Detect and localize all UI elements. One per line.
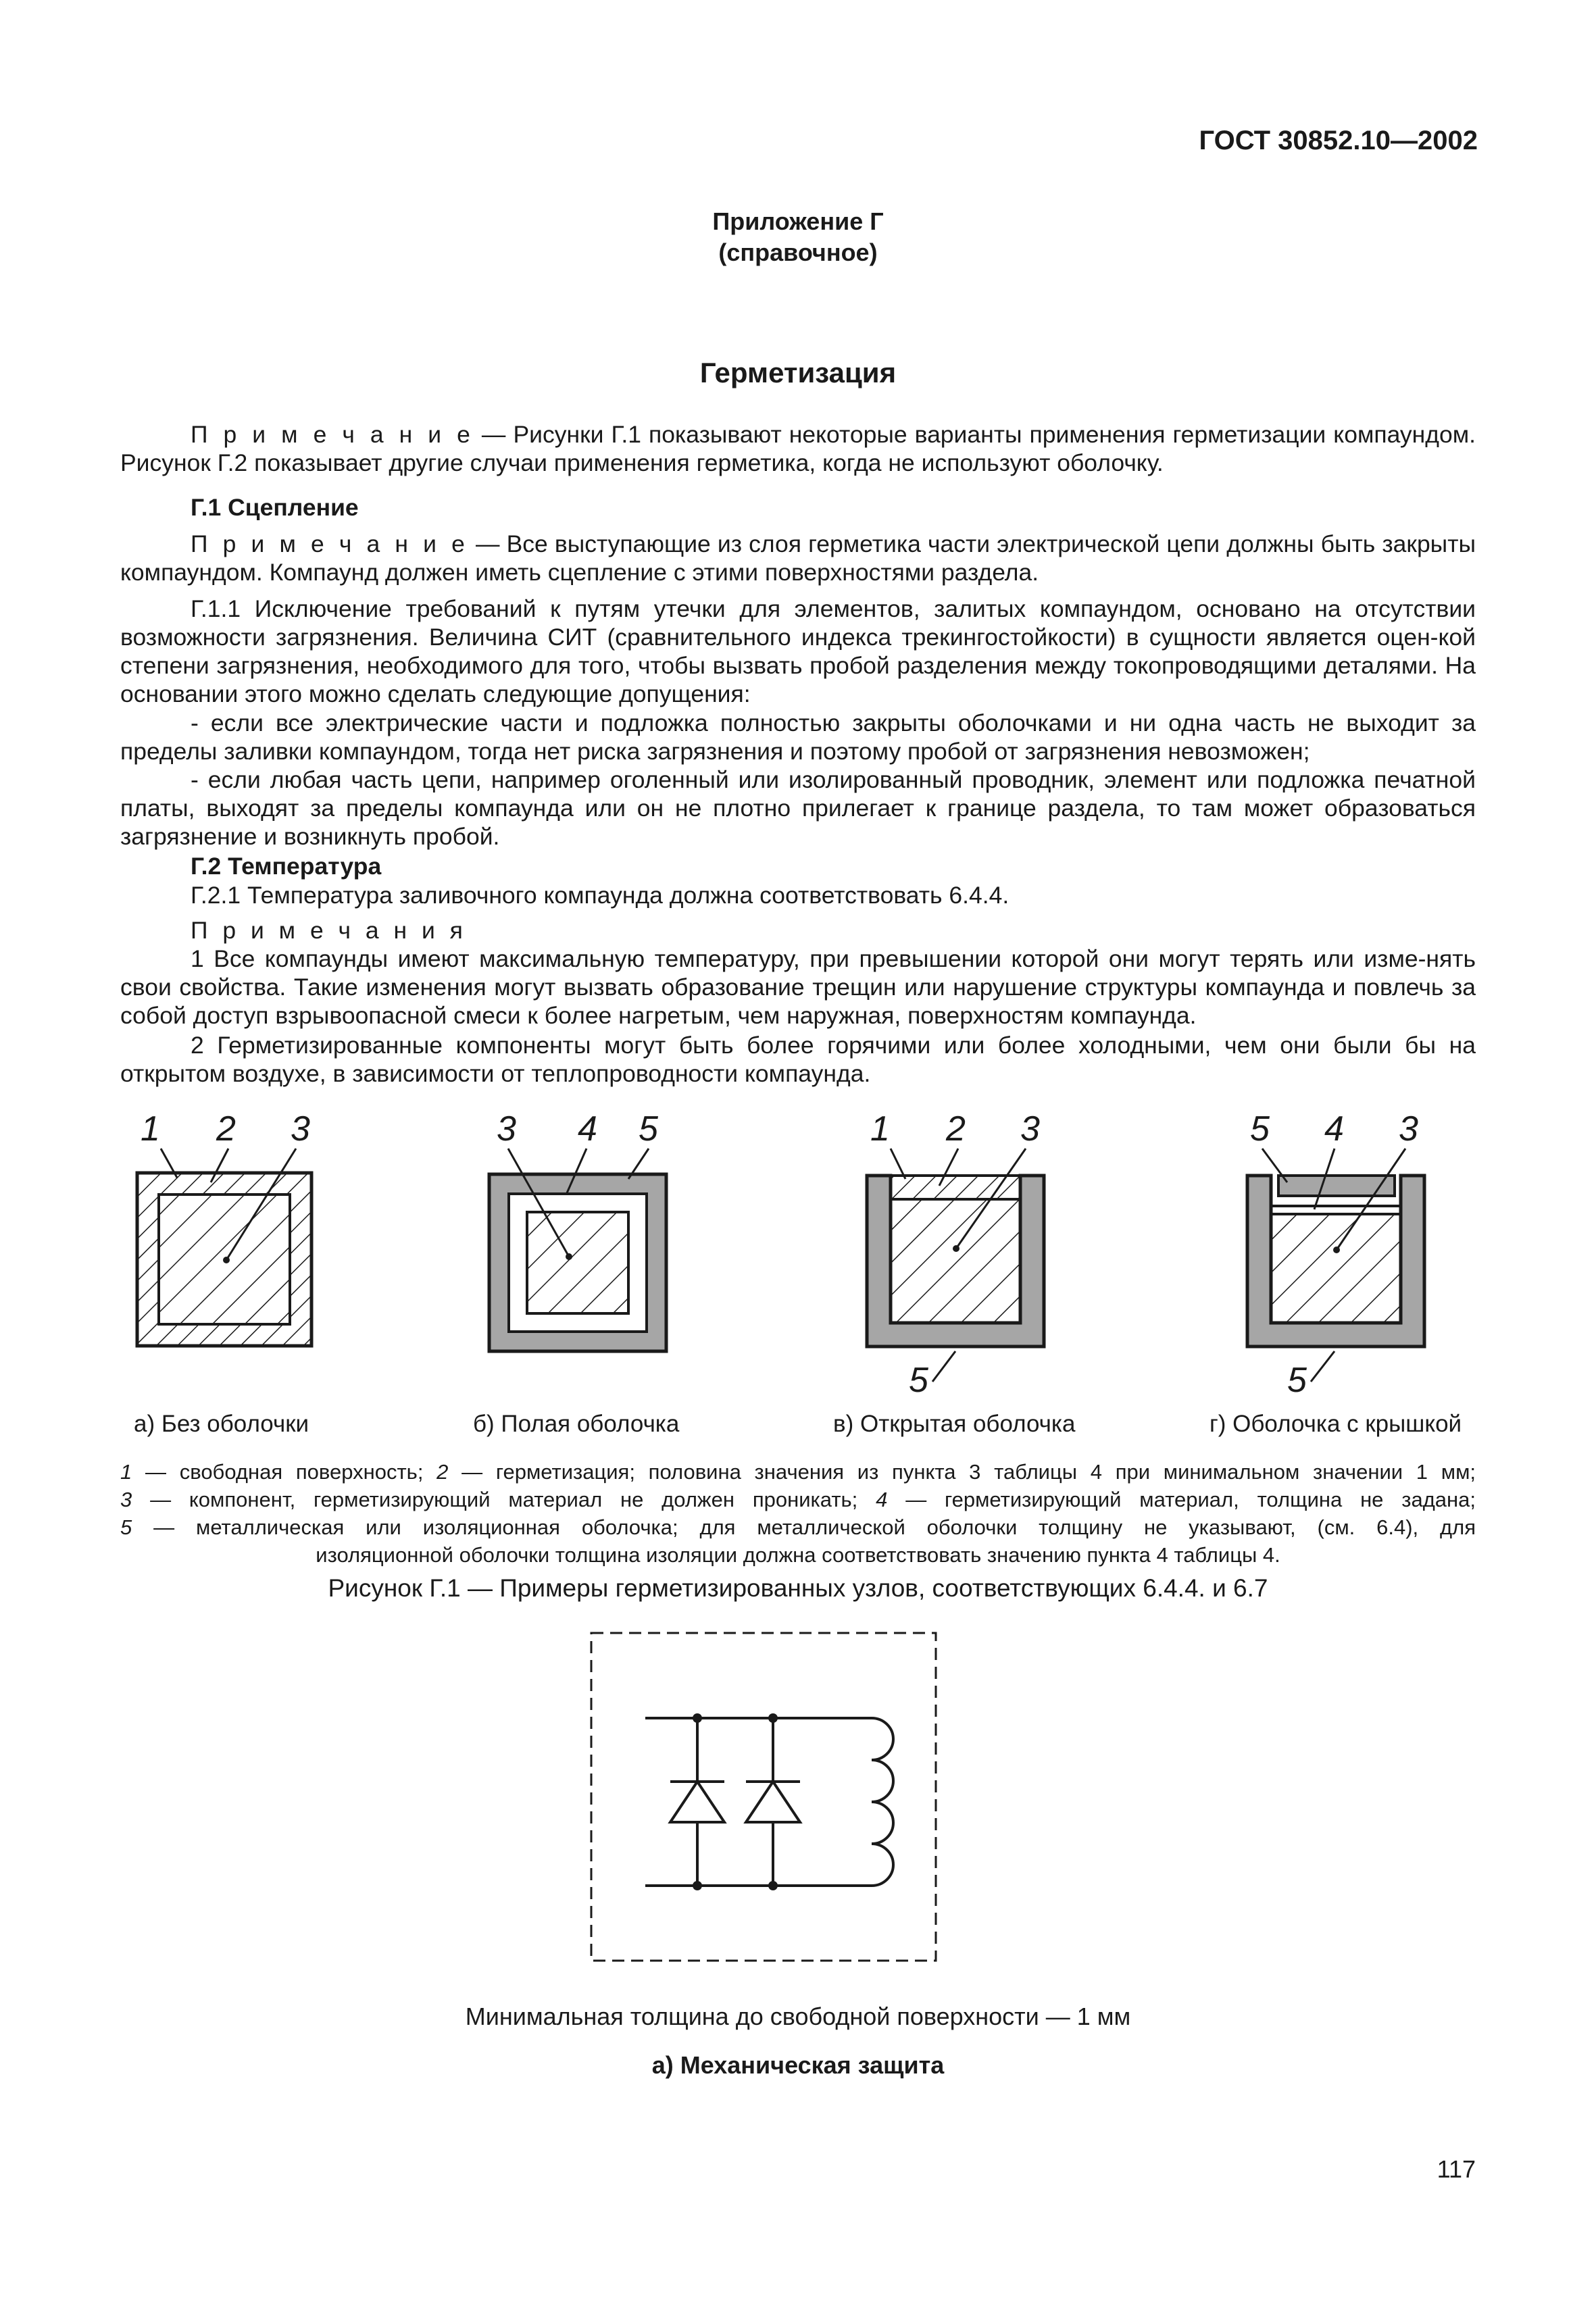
legend-text-4: — герметизирующий материал, толщина не задана;: [887, 1488, 1476, 1511]
intro-note: [120, 420, 1476, 477]
legend-text-1: — свободная поверхность;: [132, 1460, 437, 1484]
legend-num-4: 4: [876, 1488, 888, 1511]
g2-paragraph-1: Г.2.1 Температура заливочного компаунда должна соответствовать 6.4.4.: [191, 882, 1009, 909]
annex-heading: [0, 206, 1596, 268]
figure-c-open-enclosure: [867, 1109, 1044, 1400]
g2-notes-label: П р и м е ч а н и я: [191, 917, 467, 944]
page-number: 117: [1437, 2155, 1476, 2183]
figure-legend: [120, 1458, 1476, 1569]
legend-text-5: — металлическая или изоляционная оболочка; для металлической оболочки толщину не указывают, (см. 6.4), для: [132, 1515, 1476, 1539]
callout-3: 3: [291, 1109, 310, 1149]
legend-line-1: [120, 1458, 1476, 1486]
figure-g2-circuit: [581, 1625, 946, 1976]
g2-note-1: 1 Все компаунды имеют максимальную температуру, при превышении которой они могут терять или изме-нять свои свойства. Такие изменения могут вызвать образование трещин или нарушение структуры компаунда и повлечь за собой доступ взрывоопасной смеси к более нагретым, чем наружная, поверхностям компаунда.: [120, 945, 1476, 1029]
legend-num-5: 5: [120, 1515, 132, 1539]
g1-note-text: — Все выступающие из слоя герметика части электрической цепи должны быть закрыты компаундом. Компаунд должен иметь сцепление с этими поверхностями раздела.: [120, 530, 1476, 586]
callout-4: 4: [1324, 1109, 1344, 1149]
section-g2-heading: Г.2 Температура: [191, 853, 382, 880]
legend-text-3: — компонент, герметизирующий материал не должен проникать;: [132, 1488, 876, 1511]
g2-note-2: 2 Герметизированные компоненты могут быть более горячими или более холодными, чем они были бы на открытом воздухе, в зависимости от теплопроводности компаунда.: [120, 1032, 1476, 1087]
figure-g2-subcaption: а) Механическая защита: [651, 2051, 945, 2079]
legend-num-3: 3: [120, 1488, 132, 1511]
g1-paragraph-3: - если любая часть цепи, например оголенный или изолированный проводник, элемент или подложка печатной платы, выходят за пределы компаунда или он не плотно прилегает к границе раздела, то там может образоваться загрязнение и возникнуть пробой.: [120, 766, 1476, 850]
annex-type: (справочное): [718, 238, 878, 266]
caption-d: г) Оболочка с крышкой: [1210, 1411, 1462, 1437]
figure-g1-title: Рисунок Г.1 — Примеры герметизированных узлов, соответствующих 6.4.4. и 6.7: [328, 1574, 1268, 1602]
callout-5: 5: [639, 1109, 658, 1149]
g1-note: [120, 530, 1476, 586]
g1-paragraph-1: Г.1.1 Исключение требований к путям утечки для элементов, залитых компаундом, основано на отсутствии возможности загрязнения. Величина СИТ (сравнительного индекса трекингостойкости) в сущности является оцен-кой степени загрязнения, необходимого для того, чтобы вызвать пробой разделения между токопроводящими деталями. На основании этого можно сделать следующие допущения:: [120, 595, 1476, 707]
callout-2: 2: [946, 1109, 966, 1149]
note-label: П р и м е ч а н и е: [191, 421, 474, 448]
legend-line-3: [120, 1513, 1476, 1541]
figure-a-no-enclosure: [137, 1109, 311, 1346]
legend-num-2: 2: [437, 1460, 449, 1484]
caption-a: а) Без оболочки: [134, 1411, 309, 1437]
g1-paragraph-2: - если все электрические части и подложка полностью закрыты оболочками и ни одна часть не выходит за пределы заливки компаундом, тогда нет риска загрязнения и поэтому пробой от загрязнения невозможен;: [120, 709, 1476, 765]
callout-4: 4: [578, 1109, 597, 1149]
callout-1: 1: [870, 1109, 890, 1149]
legend-line-4: изоляционной оболочки толщина изоляции должна соответствовать значению пункта 4 таблицы 4.: [316, 1543, 1280, 1567]
page-title: Герметизация: [699, 357, 897, 388]
note-text: — Рисунки Г.1 показывают некоторые варианты применения герметизации компаундом. Рисунок Г.2 показывает другие случаи применения герметика, когда не используют оболочку.: [120, 421, 1476, 476]
callout-2: 2: [216, 1109, 236, 1149]
standard-code: ГОСТ 30852.10—2002: [1199, 126, 1478, 155]
minimum-thickness-text: Минимальная толщина до свободной поверхности — 1 мм: [465, 2003, 1131, 2030]
callout-5: 5: [909, 1361, 928, 1400]
figure-g1-drawings: [0, 1081, 1596, 1419]
caption-c: в) Открытая оболочка: [833, 1411, 1076, 1437]
figure-b-hollow-enclosure: [489, 1109, 666, 1351]
legend-line-2: [120, 1486, 1476, 1513]
annex-title: Приложение Г: [712, 207, 884, 235]
legend-num-1: 1: [120, 1460, 132, 1484]
caption-b: б) Полая оболочка: [473, 1411, 680, 1437]
callout-5: 5: [1250, 1109, 1270, 1149]
callout-5: 5: [1287, 1361, 1307, 1400]
callout-3: 3: [497, 1109, 516, 1149]
section-g1-heading: Г.1 Сцепление: [191, 494, 359, 521]
figure-d-enclosure-with-lid: [1247, 1109, 1424, 1400]
callout-3: 3: [1020, 1109, 1040, 1149]
callout-3: 3: [1399, 1109, 1418, 1149]
g1-note-label: П р и м е ч а н и е: [191, 530, 469, 557]
legend-text-2: — герметизация; половина значения из пункта 3 таблицы 4 при минимальном значении 1 мм;: [448, 1460, 1476, 1484]
callout-1: 1: [141, 1109, 160, 1149]
